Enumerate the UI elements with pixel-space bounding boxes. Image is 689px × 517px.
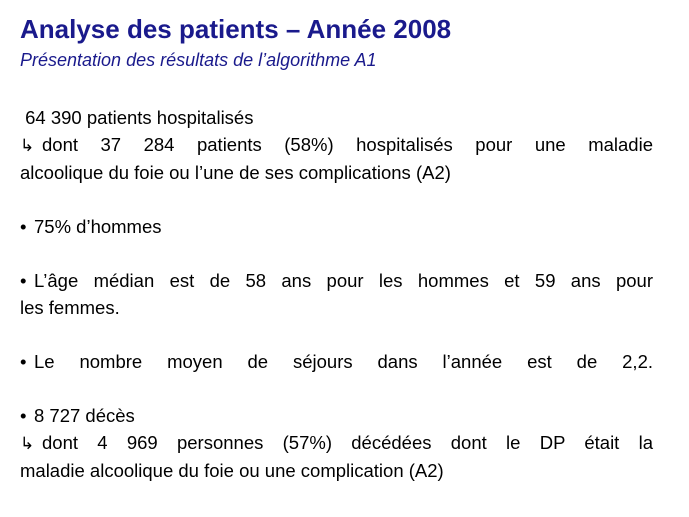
median-age-line2: les femmes. [20,297,120,318]
hospitalized-count-text: 64 390 patients hospitalisés [25,107,254,128]
men-share [20,213,653,240]
average-stays-text: Le nombre moyen de séjours dans l’année est de 2,2. [34,351,653,372]
slide-body [20,104,653,484]
hospitalized-count [20,104,653,131]
spacer [20,186,653,213]
deaths-detail-text1: dont 4 969 personnes (57%) décédées dont le DP était la [42,432,653,453]
hospitalized-detail-line1 [20,131,653,159]
arrow-return-icon: ↳ [20,136,35,155]
median-age-line1 [20,267,653,294]
bullet-icon: • [20,351,27,372]
spacer [20,240,653,267]
median-age-text1: L’âge médian est de 58 ans pour les hommes et 59 ans pour [34,270,653,291]
spacer [20,375,653,402]
hospitalized-detail-text1: dont 37 284 patients (58%) hospitalisés pour une maladie [42,134,653,155]
average-stays [20,348,653,375]
deaths-count [20,402,653,429]
hospitalized-detail-line2: alcoolique du foie ou l’une de ses complications (A2) [20,162,451,183]
slide-subtitle: Présentation des résultats de l’algorithme A1 [20,50,377,70]
bullet-icon: • [20,270,27,291]
arrow-return-icon: ↳ [20,434,35,453]
men-share-text: 75% d’hommes [34,216,162,237]
bullet-icon: • [20,405,27,426]
bullet-icon: • [20,216,27,237]
deaths-count-text: 8 727 décès [34,405,135,426]
deaths-detail-line2: maladie alcoolique du foie ou une complication (A2) [20,460,444,481]
spacer [20,321,653,348]
deaths-detail-line1 [20,429,653,457]
slide-title: Analyse des patients – Année 2008 [20,14,452,44]
